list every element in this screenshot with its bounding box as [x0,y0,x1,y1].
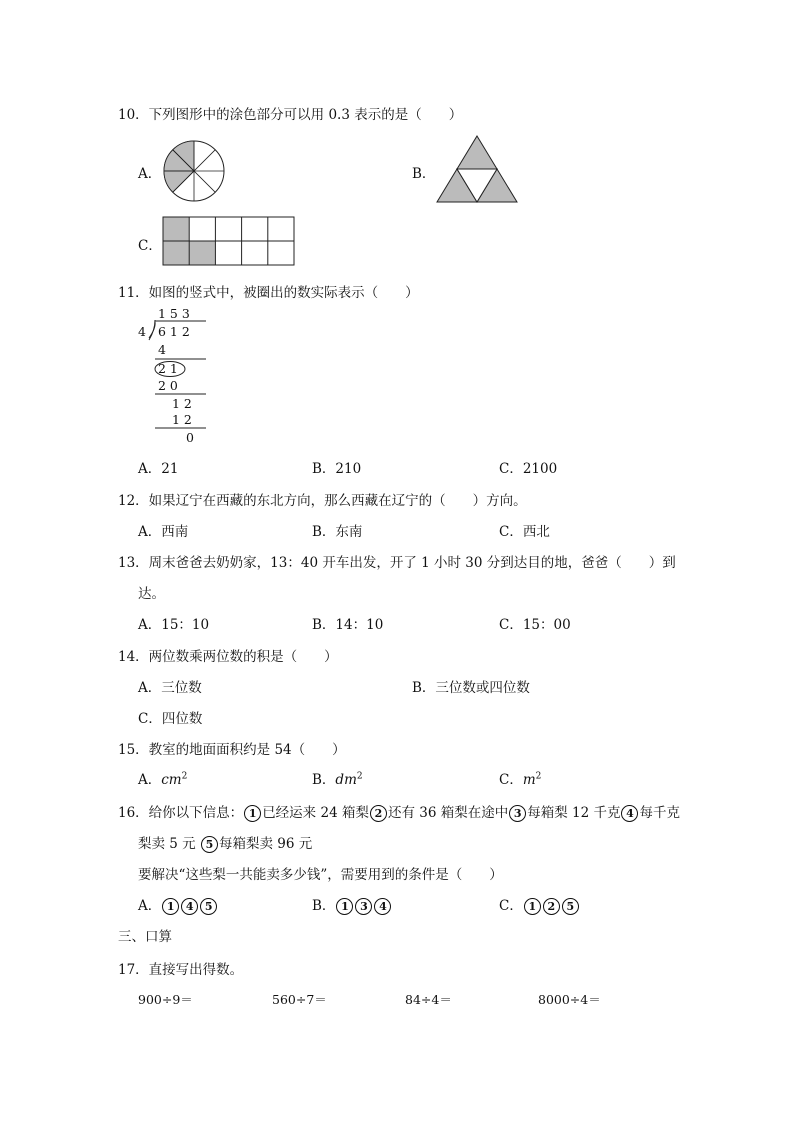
q17-item-4: 8000÷4＝ [538,992,601,1007]
q16-option-b: B． 1 3 4 [312,894,392,915]
division-quotient: 1 5 3 [158,306,190,321]
q10-circle-figure [162,139,226,203]
q13-text-line2: 达。 [138,586,165,602]
q10-triangle-figure [436,134,518,204]
q15-option-c: C．$m^2$ [499,771,542,788]
division-remainder: 0 [186,430,194,445]
q12-option-c: C．西北 [499,524,550,540]
q15-text: 15．教室的地面面积约是 54（ ） [118,742,346,758]
division-dividend: 6 1 2 [158,324,190,339]
division-lines [140,318,212,448]
q13-option-a: A．15：10 [138,617,210,633]
q14-option-a: A．三位数 [138,680,202,696]
q15-option-a: A．$cm^2$ [138,771,188,788]
q14-option-c: C．四位数 [138,711,203,727]
division-row-3: 1 2 [172,396,192,411]
q12-text: 12．如果辽宁在西藏的东北方向，那么西藏在辽宁的（ ）方向。 [118,493,527,509]
division-row-4: 1 2 [172,412,192,427]
q10-text: 10．下列图形中的涂色部分可以用 0.3 表示的是（ ） [118,107,463,123]
q14-text: 14．两位数乘两位数的积是（ ） [118,649,338,665]
q11-text: 11．如图的竖式中，被圈出的数实际表示（ ） [118,285,419,301]
division-circled: 2 1 [158,361,178,376]
q12-option-a: A．西南 [138,524,189,540]
q17-item-1: 900÷9＝ [138,992,193,1007]
q12-option-b: B．东南 [312,524,363,540]
division-divisor: 4 [138,324,146,339]
q11-option-a: A．21 [138,461,179,477]
q13-option-b: B．14：10 [312,617,384,633]
q17-item-3: 84÷4＝ [405,992,452,1007]
q11-option-c: C．2100 [499,461,558,477]
q16-option-a: A． 1 4 5 [138,894,218,915]
q10-option-b: B． [412,166,436,182]
section-heading: 三、口算 [118,929,172,945]
q10-option-c: C． [138,238,162,254]
q16-option-c: C． 1 2 5 [499,894,580,915]
q14-option-b: B．三位数或四位数 [412,680,530,696]
division-row-1: 4 [158,342,166,357]
q13-option-c: C．15：00 [499,617,571,633]
q10-option-a: A． [138,166,162,182]
q11-option-b: B．210 [312,461,362,477]
division-row-2: 2 0 [158,378,178,393]
q16-text-line1: 16．给你以下信息： 1 已经运来 24 箱梨 2 还有 36 箱梨在途中 3 每箱梨 12 千克 4 每千克 [118,805,680,821]
q17-item-2: 560÷7＝ [272,992,327,1007]
q15-option-b: B．$dm^2$ [312,771,363,788]
q16-text-line3: 要解决“这些梨一共能卖多少钱”，需要用到的条件是（ ） [138,867,503,883]
q16-text-line2: 梨卖 5 元 5 每箱梨卖 96 元 [138,836,313,852]
q13-text-line1: 13．周末爸爸去奶奶家，13：40 开车出发，开了 1 小时 30 分到达目的地，爸爸（ ）到 [118,555,676,571]
q10-grid-figure [162,216,295,266]
q17-text: 17．直接写出得数。 [118,962,244,978]
